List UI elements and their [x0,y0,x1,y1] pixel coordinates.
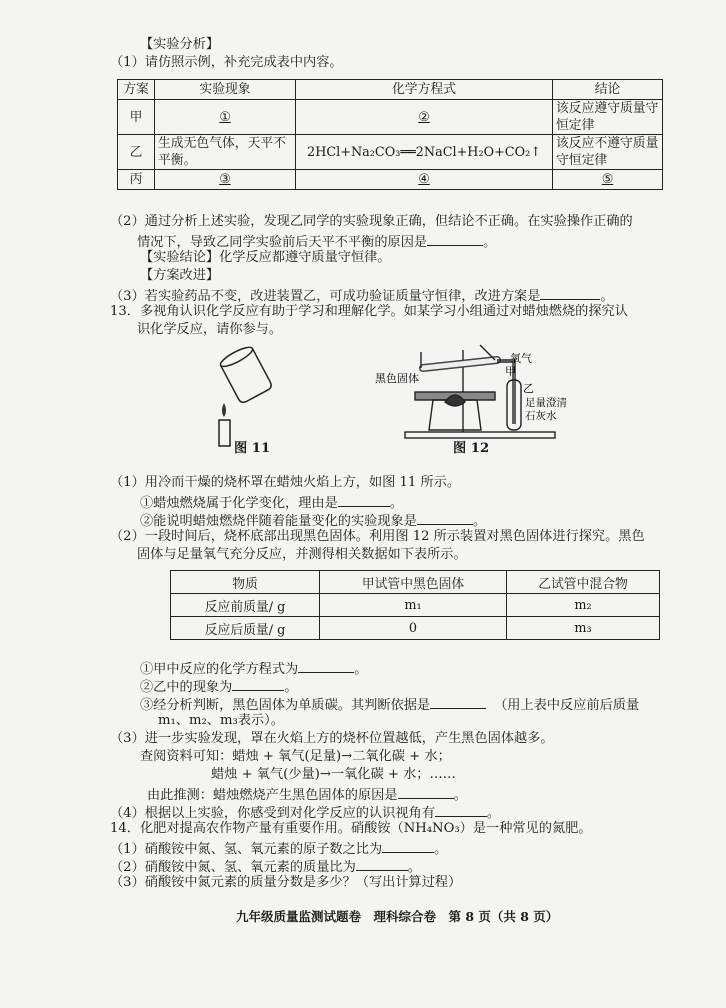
equation-blank-4[interactable] [296,170,553,190]
p2-c-text: ③经分析判断，黑色固体为单质碳。其判断依据是 [140,698,431,713]
q14-2-answer-blank[interactable] [356,856,408,871]
experiment-table [117,79,663,190]
figure-12-apparatus [375,340,635,440]
blank-label-3: ③ [219,172,231,187]
label-limewater-1: 足量澄清 [525,397,567,409]
conclusion-yi [553,135,663,170]
mass-before-yi: m₂ [507,594,660,617]
q14-2-end: 。 [407,860,421,875]
p3-line1: （3）进一步实验发现，罩在火焰上方的烧杯位置越低，产生黑色固体越多。 [110,731,554,746]
mass-header-yi: 乙试管中混合物 [507,571,660,594]
p2-a-end: 。 [354,662,368,677]
p4-answer-blank[interactable] [435,802,487,817]
p3-line2: 查阅资料可知：蜡烛 + 氧气(足量)→二氧化碳 + 水； [140,749,451,764]
mass-after-yi: m₃ [507,617,660,640]
scheme-yi: 乙 [118,135,155,170]
header-scheme: 方案 [118,80,155,100]
mass-after-jia: 0 [320,617,507,640]
blank-label-5: ⑤ [601,172,614,187]
phenomenon-blank-1[interactable] [155,100,296,135]
p2-line1: （2）一段时间后，烧杯底部出现黑色固体。利用图 12 所示装置对黑色固体进行探究。黑色 [110,529,645,544]
conclusion-jia-line1: 该反应遵守质量守 [556,101,659,116]
equation-yi: 2HCl+Na₂CO₃══2NaCl+H₂O+CO₂↑ [296,135,553,170]
conclusion-jia [553,100,663,135]
table-row-bing [118,170,663,190]
p4-end: 。 [486,806,501,821]
phenomenon-yi [155,135,296,170]
p1-line: （1）用冷而干燥的烧杯罩在蜡烛火焰上方，如图 11 所示。 [110,475,461,490]
figure-11-candle-beaker [200,345,280,450]
scheme-jia: 甲 [118,100,155,135]
p1-b-text: ②能说明蜡烛燃烧伴随着能量变化的实验现象是 [140,514,417,529]
q14-line: 14．化肥对提高农作物产量有重要作用。硝酸铵（NH₄NO₃）是一种常见的氮肥。 [110,821,592,836]
table-header-row [118,80,663,100]
mass-header-substance: 物质 [171,571,320,594]
mass-row-after [171,617,660,640]
phenomenon-yi-line1: 生成无色气体，天平不 [158,136,286,151]
p2-c-answer-blank[interactable] [430,694,486,709]
phenomenon-yi-line2: 平衡。 [158,153,197,168]
q3-answer-blank[interactable] [540,285,600,300]
q13-line1: 13．多视角认识化学反应有助于学习和理解化学。如某学习小组通过对蜡烛燃烧的探究认 [110,304,628,319]
p1-b-end: 。 [472,514,487,529]
figure-11-caption: 图 11 [234,441,271,456]
mass-after-label: 反应后质量/ g [171,617,320,640]
q2-end: 。 [483,235,497,250]
mass-data-table [170,570,660,640]
p3-answer-blank[interactable] [398,784,454,799]
phenomenon-blank-3[interactable] [155,170,296,190]
q3-text: （3）若实验药品不变，改进装置乙，可成功验证质量守恒律，改进方案是 [110,289,541,304]
header-equation: 化学方程式 [296,80,553,100]
q1-intro: （1）请仿照示例，补充完成表中内容。 [110,55,343,70]
p2-a-text: ①甲中反应的化学方程式为 [140,662,299,677]
p4-text: （4）根据以上实验，你感受到对化学反应的认识视角有 [110,806,435,821]
p3-text: 由此推测：蜡烛燃烧产生黑色固体的原因是 [147,788,398,803]
p3-line3: 蜡烛 + 氧气(少量)→一氧化碳 + 水；…… [211,767,456,782]
label-oxygen: 氧气 [510,352,532,365]
p2-c-tail: （用上表中反应前后质量 [494,698,640,713]
q14-1-answer-blank[interactable] [382,838,434,853]
conclusion-blank-5[interactable] [553,170,663,190]
section-analysis: 【实验分析】 [140,37,220,52]
q3-end: 。 [600,289,614,304]
q2-answer-blank[interactable] [427,231,483,246]
q14-1-text: （1）硝酸铵中氮、氢、氧元素的原子数之比为 [110,842,383,857]
equation-blank-2[interactable] [296,100,553,135]
figure-12-caption: 图 12 [453,441,490,456]
mass-header-jia: 甲试管中黑色固体 [320,571,507,594]
table-row-yi [118,135,663,170]
label-jia: 甲 [505,365,516,378]
q14-2-text: （2）硝酸铵中氮、氢、氧元素的质量比为 [110,860,356,875]
label-yi: 乙 [523,382,534,395]
scheme-bing: 丙 [118,170,155,190]
label-limewater-2: 石灰水 [525,410,557,422]
blank-label-2: ② [418,109,430,125]
mass-before-label: 反应前质量/ g [171,594,320,617]
p2-a-answer-blank[interactable] [298,658,354,673]
p2-b-answer-blank[interactable] [232,676,284,691]
header-phenomenon: 实验现象 [155,80,296,100]
q2-text: 情况下，导致乙同学实验前后天平不平衡的原因是 [137,235,428,250]
q2-line1: （2）通过分析上述实验，发现乙同学的实验现象正确，但结论不正确。在实验操作正确的 [110,214,633,229]
mass-table-header [171,571,660,594]
p1-a-answer-blank[interactable] [338,492,390,507]
conclusion-yi-line2: 守恒定律 [556,153,608,168]
experiment-conclusion: 【实验结论】化学反应都遵守质量守恒律。 [140,250,391,265]
page-footer: 九年级质量监测试题卷 理科综合卷 第 8 页（共 8 页） [236,909,559,924]
q14-3-line: （3）硝酸铵中氮元素的质量分数是多少？（写出计算过程） [110,875,462,890]
header-conclusion: 结论 [553,80,663,100]
label-black-solid: 黑色固体 [375,372,419,385]
p3-end: 。 [453,788,467,803]
table-row-jia [118,100,663,135]
conclusion-jia-line2: 恒定律 [556,118,595,133]
p2-line2: 固体与足量氧气充分反应，并测得相关数据如下表所示。 [137,547,467,562]
blank-label-1: ① [219,109,231,125]
p1-a-text: ①蜡烛燃烧属于化学变化，理由是 [140,496,338,511]
conclusion-yi-line1: 该反应不遵守质量 [556,136,659,151]
p2-b-text: ②乙中的现象为 [140,680,233,695]
blank-label-4: ④ [418,172,430,187]
mass-row-before [171,594,660,617]
p1-a-end: 。 [389,496,403,511]
q14-1-end: 。 [434,842,448,857]
q13-line2: 识化学反应，请你参与。 [137,322,283,337]
p1-b-answer-blank[interactable] [417,510,473,525]
p2-c-line2: m₁、m₂、m₃表示）。 [158,713,284,728]
p2-b-end: 。 [284,680,298,695]
improve-title: 【方案改进】 [140,268,220,283]
mass-before-jia: m₁ [320,594,507,617]
